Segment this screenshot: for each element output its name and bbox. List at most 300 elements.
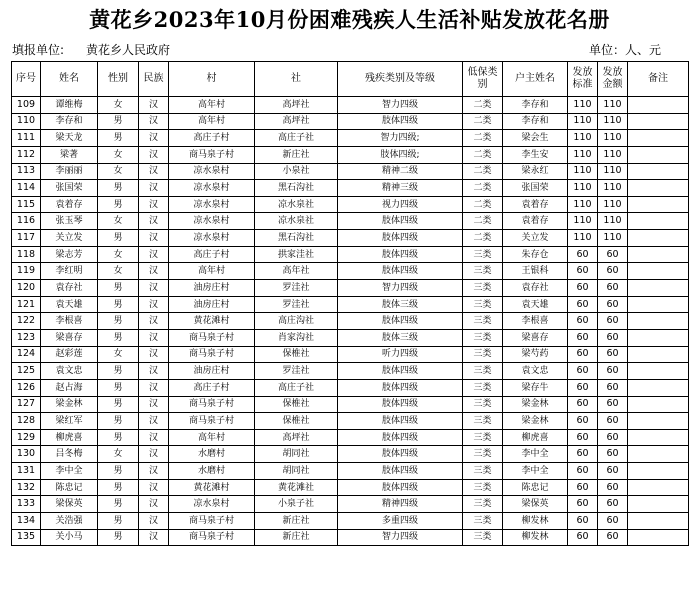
cell-amount: 60 [598, 346, 628, 363]
column-header-standard: 发放标准 [568, 62, 598, 97]
cell-name: 李存和 [41, 113, 98, 130]
cell-ethnicity: 汉 [139, 163, 169, 180]
cell-community: 小泉社 [255, 163, 338, 180]
cell-standard: 60 [568, 513, 598, 530]
cell-seq: 121 [12, 296, 41, 313]
table-header-row [12, 62, 689, 97]
cell-ethnicity: 汉 [139, 296, 169, 313]
cell-seq: 117 [12, 230, 41, 247]
cell-disability: 肢体四级 [338, 213, 463, 230]
cell-disability: 智力四级 [338, 529, 463, 546]
cell-disability: 肢体三级 [338, 296, 463, 313]
cell-seq: 129 [12, 429, 41, 446]
cell-seq: 131 [12, 463, 41, 480]
cell-standard: 60 [568, 479, 598, 496]
cell-village: 高庄子村 [169, 130, 255, 147]
cell-name: 关立发 [41, 230, 98, 247]
cell-gender: 男 [98, 496, 139, 513]
cell-ethnicity: 汉 [139, 280, 169, 297]
cell-gender: 男 [98, 313, 139, 330]
cell-standard: 110 [568, 146, 598, 163]
column-header-village: 村 [169, 62, 255, 97]
cell-dibao-class: 三类 [463, 280, 503, 297]
cell-standard: 60 [568, 246, 598, 263]
cell-name: 关浩强 [41, 513, 98, 530]
cell-village: 黄花滩村 [169, 313, 255, 330]
cell-seq: 126 [12, 379, 41, 396]
cell-dibao-class: 三类 [463, 296, 503, 313]
cell-standard: 60 [568, 296, 598, 313]
cell-dibao-class: 三类 [463, 413, 503, 430]
cell-seq: 124 [12, 346, 41, 363]
cell-gender: 女 [98, 446, 139, 463]
cell-ethnicity: 汉 [139, 446, 169, 463]
cell-ethnicity: 汉 [139, 313, 169, 330]
cell-name: 梁喜存 [41, 329, 98, 346]
cell-name: 袁存社 [41, 280, 98, 297]
cell-ethnicity: 汉 [139, 429, 169, 446]
cell-standard: 60 [568, 329, 598, 346]
cell-seq: 113 [12, 163, 41, 180]
cell-gender: 女 [98, 213, 139, 230]
cell-village: 凉水泉村 [169, 213, 255, 230]
column-header-community: 社 [255, 62, 338, 97]
cell-amount: 60 [598, 296, 628, 313]
cell-standard: 60 [568, 429, 598, 446]
cell-name: 关小马 [41, 529, 98, 546]
cell-standard: 110 [568, 130, 598, 147]
cell-ethnicity: 汉 [139, 496, 169, 513]
table-row [12, 97, 689, 114]
cell-dibao-class: 三类 [463, 379, 503, 396]
cell-seq: 127 [12, 396, 41, 413]
cell-village: 商马泉子村 [169, 396, 255, 413]
table-row [12, 230, 689, 247]
cell-dibao-class: 三类 [463, 496, 503, 513]
cell-disability: 肢体四级 [338, 246, 463, 263]
cell-remark [628, 363, 689, 380]
cell-community: 胡同社 [255, 463, 338, 480]
cell-village: 水磨村 [169, 446, 255, 463]
cell-ethnicity: 汉 [139, 413, 169, 430]
cell-seq: 112 [12, 146, 41, 163]
cell-household-head: 梁存牛 [503, 379, 568, 396]
cell-community: 高年社 [255, 263, 338, 280]
cell-community: 罗洼社 [255, 296, 338, 313]
cell-dibao-class: 三类 [463, 463, 503, 480]
cell-ethnicity: 汉 [139, 230, 169, 247]
cell-standard: 110 [568, 113, 598, 130]
cell-disability: 肢体四级 [338, 230, 463, 247]
cell-household-head: 朱存仓 [503, 246, 568, 263]
cell-disability: 智力四级; [338, 130, 463, 147]
cell-ethnicity: 汉 [139, 329, 169, 346]
subsidy-roster-table [11, 61, 689, 546]
cell-community: 高庄子社 [255, 130, 338, 147]
table-row [12, 313, 689, 330]
cell-amount: 60 [598, 313, 628, 330]
cell-amount: 60 [598, 379, 628, 396]
cell-ethnicity: 汉 [139, 379, 169, 396]
cell-ethnicity: 汉 [139, 180, 169, 197]
cell-seq: 120 [12, 280, 41, 297]
cell-community: 高坪社 [255, 97, 338, 114]
cell-community: 黑石沟社 [255, 180, 338, 197]
cell-seq: 116 [12, 213, 41, 230]
cell-disability: 精神三级 [338, 180, 463, 197]
cell-amount: 60 [598, 396, 628, 413]
cell-gender: 男 [98, 479, 139, 496]
cell-ethnicity: 汉 [139, 146, 169, 163]
cell-name: 梁保英 [41, 496, 98, 513]
cell-ethnicity: 汉 [139, 363, 169, 380]
cell-disability: 视力四级 [338, 196, 463, 213]
table-row [12, 513, 689, 530]
cell-household-head: 李根喜 [503, 313, 568, 330]
cell-amount: 60 [598, 513, 628, 530]
cell-name: 柳虎喜 [41, 429, 98, 446]
cell-seq: 123 [12, 329, 41, 346]
cell-amount: 60 [598, 413, 628, 430]
cell-ethnicity: 汉 [139, 396, 169, 413]
cell-amount: 60 [598, 429, 628, 446]
cell-remark [628, 97, 689, 114]
cell-gender: 男 [98, 196, 139, 213]
cell-amount: 110 [598, 146, 628, 163]
cell-gender: 女 [98, 163, 139, 180]
cell-amount: 60 [598, 263, 628, 280]
cell-dibao-class: 三类 [463, 529, 503, 546]
cell-household-head: 柳虎喜 [503, 429, 568, 446]
cell-name: 李中全 [41, 463, 98, 480]
cell-seq: 132 [12, 479, 41, 496]
cell-disability: 精神四级 [338, 496, 463, 513]
cell-standard: 60 [568, 363, 598, 380]
cell-gender: 男 [98, 113, 139, 130]
cell-village: 油房庄村 [169, 296, 255, 313]
cell-household-head: 梁金林 [503, 413, 568, 430]
cell-amount: 110 [598, 196, 628, 213]
table-row [12, 263, 689, 280]
cell-dibao-class: 二类 [463, 130, 503, 147]
cell-disability: 肢体四级 [338, 313, 463, 330]
cell-gender: 男 [98, 529, 139, 546]
cell-standard: 110 [568, 163, 598, 180]
cell-ethnicity: 汉 [139, 263, 169, 280]
cell-seq: 134 [12, 513, 41, 530]
cell-community: 高庄子社 [255, 379, 338, 396]
cell-remark [628, 496, 689, 513]
cell-village: 黄花滩村 [169, 479, 255, 496]
cell-ethnicity: 汉 [139, 463, 169, 480]
cell-disability: 肢体四级 [338, 446, 463, 463]
table-row [12, 196, 689, 213]
cell-seq: 130 [12, 446, 41, 463]
cell-amount: 110 [598, 213, 628, 230]
cell-standard: 60 [568, 313, 598, 330]
column-header-dibao-class: 低保类别 [463, 62, 503, 97]
cell-ethnicity: 汉 [139, 346, 169, 363]
cell-remark [628, 379, 689, 396]
cell-household-head: 袁存社 [503, 280, 568, 297]
cell-remark [628, 463, 689, 480]
cell-disability: 肢体四级 [338, 463, 463, 480]
cell-gender: 男 [98, 280, 139, 297]
cell-dibao-class: 三类 [463, 313, 503, 330]
cell-household-head: 梁永红 [503, 163, 568, 180]
cell-village: 商马泉子村 [169, 529, 255, 546]
table-row [12, 446, 689, 463]
cell-community: 保椎社 [255, 413, 338, 430]
cell-standard: 110 [568, 97, 598, 114]
cell-ethnicity: 汉 [139, 97, 169, 114]
table-row [12, 130, 689, 147]
cell-standard: 60 [568, 496, 598, 513]
cell-name: 梁红军 [41, 413, 98, 430]
cell-dibao-class: 三类 [463, 513, 503, 530]
table-row [12, 496, 689, 513]
cell-disability: 肢体三级 [338, 329, 463, 346]
cell-village: 商马泉子村 [169, 413, 255, 430]
cell-remark [628, 180, 689, 197]
column-header-seq: 序号 [12, 62, 41, 97]
cell-remark [628, 346, 689, 363]
cell-seq: 115 [12, 196, 41, 213]
cell-seq: 109 [12, 97, 41, 114]
cell-amount: 60 [598, 363, 628, 380]
cell-dibao-class: 二类 [463, 163, 503, 180]
cell-standard: 60 [568, 396, 598, 413]
cell-community: 拱家洼社 [255, 246, 338, 263]
cell-village: 高年村 [169, 429, 255, 446]
cell-remark [628, 196, 689, 213]
cell-disability: 肢体四级 [338, 263, 463, 280]
cell-amount: 60 [598, 246, 628, 263]
table-row [12, 479, 689, 496]
cell-gender: 男 [98, 463, 139, 480]
cell-village: 凉水泉村 [169, 496, 255, 513]
cell-standard: 60 [568, 379, 598, 396]
cell-remark [628, 163, 689, 180]
cell-dibao-class: 三类 [463, 446, 503, 463]
cell-amount: 110 [598, 180, 628, 197]
cell-household-head: 李中全 [503, 446, 568, 463]
cell-remark [628, 329, 689, 346]
cell-village: 高年村 [169, 113, 255, 130]
cell-gender: 男 [98, 180, 139, 197]
cell-seq: 119 [12, 263, 41, 280]
cell-village: 高庄子村 [169, 246, 255, 263]
cell-remark [628, 396, 689, 413]
cell-disability: 肢体四级 [338, 429, 463, 446]
cell-remark [628, 529, 689, 546]
cell-standard: 110 [568, 230, 598, 247]
cell-village: 水磨村 [169, 463, 255, 480]
cell-village: 凉水泉村 [169, 163, 255, 180]
cell-name: 袁着存 [41, 196, 98, 213]
cell-standard: 60 [568, 413, 598, 430]
cell-household-head: 梁金林 [503, 396, 568, 413]
cell-household-head: 袁着存 [503, 196, 568, 213]
cell-community: 肖家沟社 [255, 329, 338, 346]
cell-amount: 110 [598, 230, 628, 247]
cell-dibao-class: 三类 [463, 479, 503, 496]
cell-ethnicity: 汉 [139, 479, 169, 496]
cell-disability: 肢体四级 [338, 413, 463, 430]
cell-ethnicity: 汉 [139, 196, 169, 213]
cell-amount: 60 [598, 446, 628, 463]
cell-amount: 110 [598, 130, 628, 147]
cell-standard: 110 [568, 213, 598, 230]
cell-amount: 60 [598, 463, 628, 480]
cell-disability: 肢体四级 [338, 396, 463, 413]
table-row [12, 463, 689, 480]
cell-standard: 110 [568, 180, 598, 197]
cell-community: 新庄社 [255, 146, 338, 163]
cell-village: 凉水泉村 [169, 230, 255, 247]
cell-dibao-class: 三类 [463, 429, 503, 446]
cell-seq: 125 [12, 363, 41, 380]
cell-dibao-class: 二类 [463, 230, 503, 247]
cell-standard: 60 [568, 463, 598, 480]
cell-gender: 男 [98, 413, 139, 430]
cell-name: 赵占海 [41, 379, 98, 396]
cell-seq: 111 [12, 130, 41, 147]
cell-ethnicity: 汉 [139, 246, 169, 263]
cell-community: 罗洼社 [255, 363, 338, 380]
cell-gender: 女 [98, 146, 139, 163]
table-row [12, 113, 689, 130]
cell-name: 张玉琴 [41, 213, 98, 230]
cell-dibao-class: 三类 [463, 363, 503, 380]
cell-community: 罗洼社 [255, 280, 338, 297]
cell-name: 梁金林 [41, 396, 98, 413]
reporting-unit-label: 填报单位: [12, 43, 65, 57]
cell-household-head: 陈忠记 [503, 479, 568, 496]
table-row [12, 329, 689, 346]
table-row [12, 296, 689, 313]
cell-ethnicity: 汉 [139, 130, 169, 147]
cell-village: 商马泉子村 [169, 513, 255, 530]
cell-seq: 122 [12, 313, 41, 330]
cell-dibao-class: 三类 [463, 246, 503, 263]
cell-amount: 110 [598, 113, 628, 130]
cell-name: 谭维梅 [41, 97, 98, 114]
reporting-unit [12, 41, 170, 58]
column-header-amount: 发放金额 [598, 62, 628, 97]
cell-community: 高坪社 [255, 113, 338, 130]
cell-village: 凉水泉村 [169, 180, 255, 197]
cell-gender: 女 [98, 346, 139, 363]
cell-remark [628, 113, 689, 130]
cell-disability: 肢体四级; [338, 146, 463, 163]
cell-community: 小泉子社 [255, 496, 338, 513]
column-header-ethnicity: 民族 [139, 62, 169, 97]
unit-of-measure: 单位：人、元 [588, 43, 661, 57]
cell-seq: 114 [12, 180, 41, 197]
cell-household-head: 李生安 [503, 146, 568, 163]
cell-amount: 60 [598, 496, 628, 513]
cell-remark [628, 130, 689, 147]
cell-disability: 肢体四级 [338, 379, 463, 396]
cell-disability: 智力四级 [338, 97, 463, 114]
cell-remark [628, 263, 689, 280]
cell-amount: 60 [598, 479, 628, 496]
cell-name: 梁著 [41, 146, 98, 163]
cell-village: 油房庄村 [169, 363, 255, 380]
cell-gender: 男 [98, 363, 139, 380]
cell-dibao-class: 三类 [463, 346, 503, 363]
cell-amount: 60 [598, 329, 628, 346]
cell-standard: 60 [568, 263, 598, 280]
cell-amount: 110 [598, 97, 628, 114]
cell-gender: 女 [98, 246, 139, 263]
cell-standard: 110 [568, 196, 598, 213]
cell-household-head: 关立发 [503, 230, 568, 247]
cell-household-head: 梁喜存 [503, 329, 568, 346]
cell-village: 高年村 [169, 263, 255, 280]
column-header-disability: 残疾类别及等级 [338, 62, 463, 97]
cell-standard: 60 [568, 346, 598, 363]
table-row [12, 246, 689, 263]
table-row [12, 363, 689, 380]
cell-household-head: 梁芍药 [503, 346, 568, 363]
cell-gender: 男 [98, 429, 139, 446]
cell-remark [628, 280, 689, 297]
table-row [12, 163, 689, 180]
cell-name: 赵彩莲 [41, 346, 98, 363]
cell-household-head: 袁天雄 [503, 296, 568, 313]
cell-household-head: 梁会生 [503, 130, 568, 147]
cell-village: 商马泉子村 [169, 329, 255, 346]
cell-remark [628, 296, 689, 313]
cell-amount: 110 [598, 163, 628, 180]
cell-household-head: 柳发林 [503, 513, 568, 530]
cell-name: 袁天雄 [41, 296, 98, 313]
cell-ethnicity: 汉 [139, 113, 169, 130]
cell-community: 高坪社 [255, 429, 338, 446]
cell-dibao-class: 三类 [463, 329, 503, 346]
cell-standard: 60 [568, 280, 598, 297]
table-row [12, 413, 689, 430]
cell-name: 张国荣 [41, 180, 98, 197]
cell-seq: 135 [12, 529, 41, 546]
cell-ethnicity: 汉 [139, 529, 169, 546]
cell-household-head: 王银科 [503, 263, 568, 280]
cell-household-head: 李存和 [503, 97, 568, 114]
cell-ethnicity: 汉 [139, 213, 169, 230]
cell-gender: 女 [98, 97, 139, 114]
cell-village: 凉水泉村 [169, 196, 255, 213]
cell-disability: 多重四级 [338, 513, 463, 530]
cell-remark [628, 213, 689, 230]
cell-seq: 118 [12, 246, 41, 263]
cell-seq: 110 [12, 113, 41, 130]
cell-disability: 智力四级 [338, 280, 463, 297]
cell-seq: 128 [12, 413, 41, 430]
cell-community: 新庄社 [255, 529, 338, 546]
cell-name: 李红明 [41, 263, 98, 280]
cell-remark [628, 413, 689, 430]
cell-disability: 肢体四级 [338, 113, 463, 130]
cell-dibao-class: 二类 [463, 97, 503, 114]
cell-standard: 60 [568, 446, 598, 463]
table-row [12, 346, 689, 363]
cell-remark [628, 146, 689, 163]
table-row [12, 529, 689, 546]
cell-community: 保椎社 [255, 396, 338, 413]
table-row [12, 429, 689, 446]
